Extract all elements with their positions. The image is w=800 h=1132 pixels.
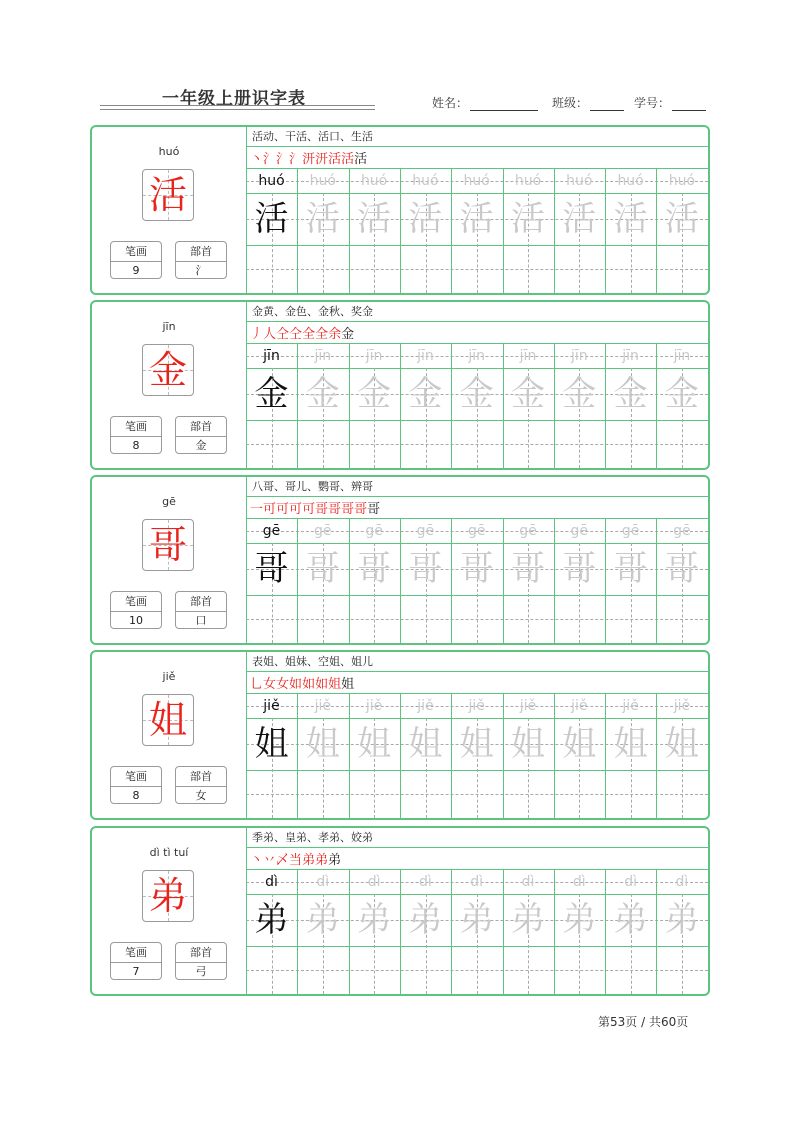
pinyin-model: dì	[265, 874, 278, 890]
pinyin-trace[interactable]: dì	[470, 874, 484, 890]
stroke-step: 仝	[276, 326, 290, 342]
stroke-step: 女	[276, 676, 290, 692]
radical-label: 部首	[176, 242, 226, 262]
radical-value: 弓	[195, 965, 207, 978]
stroke-step: 可	[289, 501, 303, 517]
pinyin-trace[interactable]: huó	[617, 173, 644, 189]
number-field[interactable]	[634, 94, 706, 111]
stroke-step: 弟	[302, 852, 316, 868]
stroke-step: 如	[315, 676, 329, 692]
stroke-step: 汧	[315, 151, 329, 167]
character-trace[interactable]: 金	[305, 374, 340, 414]
stroke-step: 全	[302, 326, 316, 342]
character-trace[interactable]: 哥	[562, 549, 597, 589]
writing-grid[interactable]	[246, 694, 708, 818]
character-pinyin: jīn	[162, 320, 176, 333]
pinyin-trace[interactable]: dì	[675, 874, 689, 890]
character-display-box	[142, 870, 194, 922]
stroke-count-label: 笔画	[111, 592, 161, 612]
stroke-step: 氵	[289, 151, 303, 167]
stroke-step: 氵	[276, 151, 290, 167]
character-large: 姐	[148, 698, 187, 742]
stroke-step: 氵	[263, 151, 277, 167]
stroke-count-value: 8	[132, 789, 140, 802]
pinyin-trace[interactable]: dì	[572, 874, 586, 890]
stroke-step: 姐	[328, 676, 342, 692]
pinyin-trace[interactable]: jīn	[622, 348, 639, 364]
number-label: 学号：	[634, 96, 671, 110]
pinyin-trace[interactable]: jiě	[468, 698, 485, 714]
character-trace[interactable]: 活	[305, 199, 340, 239]
radical-value: 女	[195, 789, 207, 802]
character-trace[interactable]: 姐	[613, 724, 648, 764]
stroke-order	[250, 147, 367, 167]
pinyin-trace[interactable]: huó	[668, 173, 696, 189]
character-trace[interactable]: 哥	[459, 549, 494, 589]
pinyin-trace[interactable]: jiě	[365, 698, 383, 714]
radical-box	[175, 241, 227, 279]
character-display-box	[142, 169, 194, 221]
practice-panel	[246, 477, 708, 643]
stroke-order	[250, 322, 354, 342]
pinyin-trace[interactable]: gē	[519, 523, 537, 539]
stroke-step: 丿	[250, 326, 264, 342]
character-trace[interactable]: 活	[459, 199, 494, 239]
character-display-box	[142, 519, 194, 571]
pinyin-model: gē	[262, 523, 281, 539]
character-trace[interactable]: 活	[511, 199, 545, 239]
stroke-step: 活	[341, 151, 355, 167]
writing-grid[interactable]	[246, 870, 708, 994]
stroke-step: 仝	[289, 326, 303, 342]
character-large: 弟	[148, 874, 187, 918]
character-info-panel	[92, 477, 247, 643]
stroke-count-box	[110, 591, 162, 629]
practice-panel	[246, 828, 708, 994]
character-card	[90, 826, 710, 996]
practice-panel	[246, 127, 708, 293]
character-info-panel	[92, 302, 247, 468]
stroke-step: 哥	[341, 501, 355, 517]
character-card	[90, 125, 710, 295]
stroke-step: 乄	[276, 852, 290, 868]
stroke-step: 乚	[250, 676, 264, 692]
stroke-order	[250, 672, 354, 692]
stroke-step: 女	[263, 676, 277, 692]
pinyin-trace[interactable]: dì	[624, 874, 637, 890]
pinyin-trace[interactable]: jiě	[417, 698, 434, 714]
pinyin-trace[interactable]: jiě	[673, 698, 691, 714]
pinyin-trace[interactable]: gē	[621, 523, 640, 539]
character-model: 活	[254, 199, 289, 239]
pinyin-trace[interactable]: jiě	[571, 698, 588, 714]
pinyin-trace[interactable]: dì	[521, 874, 535, 890]
stroke-step: 丶	[250, 852, 264, 868]
character-large: 哥	[148, 523, 187, 567]
character-trace[interactable]: 活	[613, 199, 648, 239]
stroke-step: 姐	[341, 676, 355, 692]
radical-label: 部首	[176, 592, 226, 612]
character-trace[interactable]: 弟	[511, 900, 545, 940]
example-words: 季弟、皇弟、孝弟、姣弟	[252, 831, 373, 844]
writing-grid[interactable]	[246, 344, 708, 468]
radical-label: 部首	[176, 943, 226, 963]
pinyin-model: jīn	[263, 348, 280, 364]
name-label: 姓名：	[432, 96, 469, 110]
page-title: 一年级上册识字表	[162, 89, 306, 109]
character-pinyin: jiě	[162, 670, 176, 683]
character-trace[interactable]: 金	[562, 374, 597, 414]
page-number: 第53页 / 共60页	[598, 1015, 689, 1029]
character-trace[interactable]: 金	[613, 374, 648, 414]
character-pinyin: huó	[158, 145, 180, 158]
pinyin-trace[interactable]: gē	[570, 523, 589, 539]
character-trace[interactable]: 姐	[305, 724, 340, 764]
character-trace[interactable]: 金	[357, 374, 392, 414]
character-trace[interactable]: 弟	[408, 900, 443, 940]
pinyin-trace[interactable]: jīn	[468, 348, 486, 364]
stroke-count-label: 笔画	[111, 417, 161, 437]
character-info-panel	[92, 652, 247, 818]
pinyin-trace[interactable]: gē	[673, 523, 691, 539]
radical-label: 部首	[176, 767, 226, 787]
stroke-count-label: 笔画	[111, 242, 161, 262]
character-trace[interactable]: 活	[664, 199, 699, 239]
character-trace[interactable]: 姐	[562, 724, 597, 764]
stroke-step: 哥	[354, 501, 368, 517]
character-trace[interactable]: 哥	[511, 549, 545, 589]
stroke-step: 哥	[367, 501, 381, 517]
stroke-count-box	[110, 766, 162, 804]
pinyin-model: huó	[258, 173, 285, 189]
pinyin-model: jiě	[263, 698, 280, 714]
pinyin-trace[interactable]: gē	[416, 523, 435, 539]
pinyin-trace[interactable]: huó	[412, 173, 439, 189]
character-card	[90, 300, 710, 470]
class-blank[interactable]	[590, 98, 624, 111]
character-model: 金	[254, 374, 289, 414]
pinyin-trace[interactable]: dì	[419, 874, 432, 890]
pinyin-trace[interactable]: gē	[467, 523, 486, 539]
writing-grid[interactable]	[246, 169, 708, 293]
pinyin-trace[interactable]: jīn	[417, 348, 434, 364]
stroke-step: 活	[354, 151, 368, 167]
character-pinyin: gē	[162, 495, 176, 508]
radical-box	[175, 416, 227, 454]
stroke-count-box	[110, 241, 162, 279]
radical-box	[175, 942, 227, 980]
character-trace[interactable]: 弟	[459, 900, 494, 940]
character-large: 活	[148, 173, 187, 217]
stroke-step: 丷	[263, 852, 277, 868]
stroke-step: 哥	[328, 501, 342, 517]
stroke-count-box	[110, 942, 162, 980]
pinyin-trace[interactable]: huó	[566, 173, 593, 189]
pinyin-trace[interactable]: jīn	[365, 348, 383, 364]
name-blank[interactable]	[470, 98, 538, 111]
stroke-step: 当	[289, 852, 303, 868]
pinyin-trace[interactable]: jiě	[519, 698, 537, 714]
radical-value: 氵	[195, 264, 207, 277]
character-trace[interactable]: 哥	[408, 549, 443, 589]
stroke-count-value: 7	[132, 965, 140, 978]
stroke-step: 如	[302, 676, 316, 692]
example-words: 活动、干活、活口、生活	[252, 130, 373, 143]
pinyin-trace[interactable]: jīn	[570, 348, 588, 364]
pinyin-trace[interactable]: jiě	[314, 698, 331, 714]
practice-panel	[246, 302, 708, 468]
character-large: 金	[148, 348, 187, 392]
pinyin-trace[interactable]: huó	[309, 173, 336, 189]
stroke-count-box	[110, 416, 162, 454]
character-trace[interactable]: 哥	[357, 549, 392, 589]
character-model: 哥	[254, 549, 289, 589]
stroke-step: 一	[250, 501, 264, 517]
name-field[interactable]	[432, 94, 538, 111]
class-field[interactable]	[552, 94, 624, 111]
character-trace[interactable]: 弟	[562, 900, 597, 940]
stroke-step: 可	[263, 501, 277, 517]
stroke-step: 汧	[302, 151, 316, 167]
stroke-step: 活	[328, 151, 342, 167]
radical-value: 金	[195, 439, 207, 452]
character-trace[interactable]: 金	[511, 374, 545, 414]
radical-box	[175, 766, 227, 804]
pinyin-trace[interactable]: jiě	[622, 698, 639, 714]
example-words: 表姐、姐妹、空姐、姐儿	[252, 655, 373, 668]
pinyin-trace[interactable]: gē	[314, 523, 332, 539]
character-model: 弟	[254, 900, 289, 940]
character-trace[interactable]: 弟	[664, 900, 699, 940]
character-trace[interactable]: 哥	[664, 549, 699, 589]
character-info-panel	[92, 828, 247, 994]
character-trace[interactable]: 活	[357, 199, 392, 239]
class-label: 班级：	[552, 96, 589, 110]
pinyin-trace[interactable]: jīn	[673, 348, 691, 364]
pinyin-trace[interactable]: dì	[367, 874, 381, 890]
character-trace[interactable]: 姐	[664, 724, 699, 764]
character-trace[interactable]: 金	[664, 374, 699, 414]
number-blank[interactable]	[672, 98, 706, 111]
radical-label: 部首	[176, 417, 226, 437]
character-display-box	[142, 694, 194, 746]
stroke-order	[250, 848, 341, 868]
example-words: 金黄、金色、金秋、奖金	[252, 305, 373, 318]
pinyin-trace[interactable]: huó	[360, 173, 388, 189]
character-display-box	[142, 344, 194, 396]
stroke-step: 如	[289, 676, 303, 692]
stroke-count-value: 10	[129, 614, 143, 627]
stroke-count-value: 9	[132, 264, 140, 277]
character-trace[interactable]: 弟	[357, 900, 392, 940]
character-trace[interactable]: 姐	[408, 724, 443, 764]
character-trace[interactable]: 哥	[305, 549, 340, 589]
stroke-step: 可	[302, 501, 316, 517]
character-trace[interactable]: 活	[562, 199, 597, 239]
stroke-step: 丶	[250, 151, 264, 167]
writing-grid[interactable]	[246, 519, 708, 643]
stroke-step: 弟	[315, 852, 329, 868]
stroke-order	[250, 497, 380, 517]
character-trace[interactable]: 弟	[613, 900, 648, 940]
practice-panel	[246, 652, 708, 818]
stroke-step: 弟	[328, 852, 342, 868]
pinyin-trace[interactable]: dì	[316, 874, 330, 890]
radical-value: 口	[195, 614, 207, 627]
title-underline	[100, 105, 375, 106]
stroke-step: 余	[328, 326, 342, 342]
character-trace[interactable]: 弟	[305, 900, 340, 940]
stroke-step: 可	[276, 501, 290, 517]
stroke-step: 哥	[315, 501, 329, 517]
character-trace[interactable]: 金	[408, 374, 443, 414]
character-card	[90, 650, 710, 820]
stroke-step: 人	[263, 326, 277, 342]
pinyin-trace[interactable]: jīn	[519, 348, 537, 364]
character-trace[interactable]: 金	[459, 374, 494, 414]
pinyin-trace[interactable]: huó	[463, 173, 490, 189]
character-trace[interactable]: 姐	[357, 724, 392, 764]
character-trace[interactable]: 姐	[511, 724, 545, 764]
stroke-count-value: 8	[132, 439, 140, 452]
stroke-step: 金	[341, 326, 355, 342]
character-info-panel	[92, 127, 247, 293]
radical-box	[175, 591, 227, 629]
character-model: 姐	[254, 724, 289, 764]
pinyin-trace[interactable]: jīn	[314, 348, 332, 364]
stroke-count-label: 笔画	[111, 943, 161, 963]
character-trace[interactable]: 姐	[459, 724, 494, 764]
stroke-step: 全	[315, 326, 329, 342]
character-trace[interactable]: 哥	[613, 549, 648, 589]
character-pinyin: dì tì tuí	[149, 846, 189, 859]
character-card	[90, 475, 710, 645]
character-trace[interactable]: 活	[408, 199, 443, 239]
stroke-count-label: 笔画	[111, 767, 161, 787]
title-underline-second	[100, 109, 375, 110]
example-words: 八哥、哥儿、鹦哥、辨哥	[252, 480, 373, 493]
pinyin-trace[interactable]: huó	[514, 173, 542, 189]
pinyin-trace[interactable]: gē	[365, 523, 383, 539]
